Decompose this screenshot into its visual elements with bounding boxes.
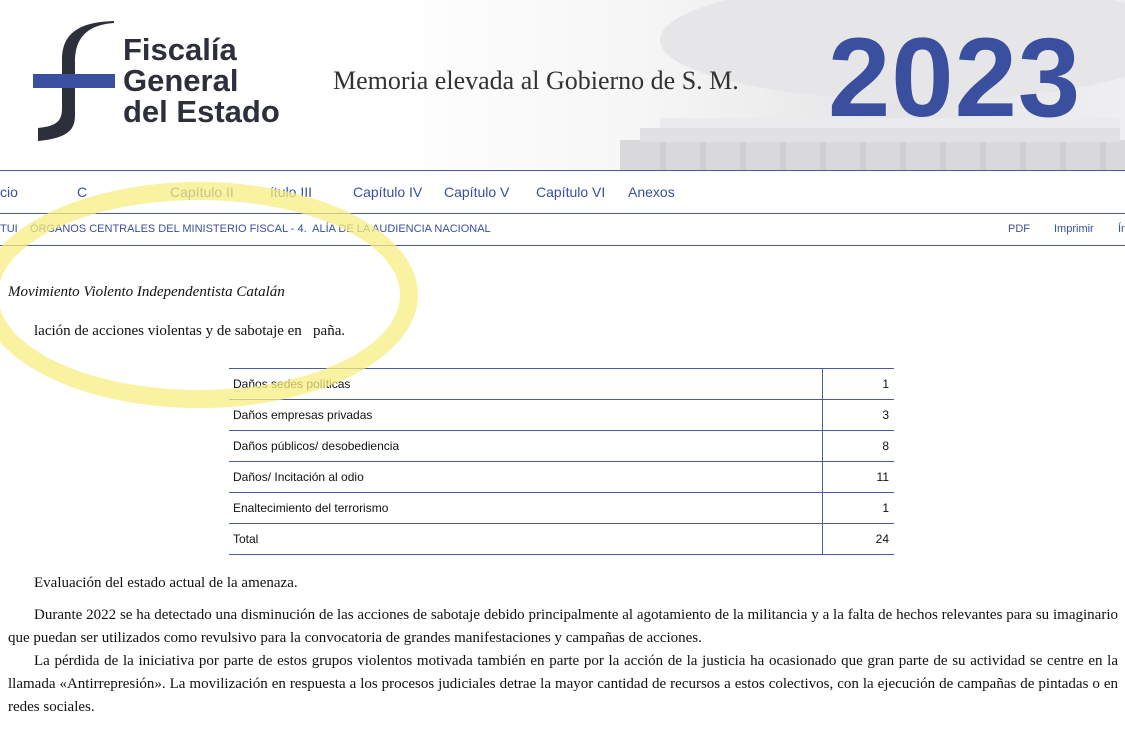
row-value: 1	[823, 369, 895, 400]
row-label: Enaltecimiento del terrorismo	[229, 493, 823, 524]
nav-item-capitulo-2[interactable]: Capítulo II	[170, 184, 234, 200]
paragraph-1	[8, 604, 1118, 650]
nav-item-inicio[interactable]: cio	[0, 184, 18, 200]
nav-item-capitulo-3[interactable]: ítulo III	[270, 184, 313, 200]
total-label: Total	[229, 524, 823, 555]
nav-item-capitulo-5[interactable]: Capítulo V	[444, 184, 510, 200]
nav-item-anexos[interactable]: Anexos	[628, 184, 675, 200]
paragraph-1-text: Durante 2022 se ha detectado una disminución de las acciones de sabotaje debido principalmente al agotamiento de la militancia y a la falta de hechos relevantes para su imaginario que puedan ser utilizados como revulsivo para la convocatoria de grandes manifestaciones y campañas de acciones.	[8, 607, 1118, 646]
nav-item-capitulo-6[interactable]: Capítulo VI	[536, 184, 606, 200]
table-row-total	[229, 524, 894, 555]
row-label: Daños públicos/ desobediencia	[229, 431, 823, 462]
table-row	[229, 493, 894, 524]
logo-line-2: General	[123, 63, 239, 98]
logo-line-3: del Estado	[123, 94, 280, 129]
logo-wordmark	[123, 34, 280, 127]
logo-line-1: Fiscalía	[123, 32, 237, 67]
row-label: Daños empresas privadas	[229, 400, 823, 431]
pdf-link[interactable]: PDF	[1008, 223, 1030, 235]
section-title: Movimiento Violento Independentista Catalán	[8, 284, 285, 300]
table-row	[229, 462, 894, 493]
nav-item-capitulo-1[interactable]: C	[77, 184, 88, 200]
row-label: Daños sedes políticas	[229, 369, 823, 400]
table-row	[229, 369, 894, 400]
section-subtitle: lación de acciones violentas y de sabotaje en paña.	[34, 323, 346, 339]
header-subtitle: Memoria elevada al Gobierno de S. M.	[333, 66, 739, 95]
paragraph-2	[8, 650, 1118, 719]
table-row	[229, 431, 894, 462]
row-value: 1	[823, 493, 895, 524]
row-value: 8	[823, 431, 895, 462]
print-link[interactable]: Imprimir	[1054, 223, 1094, 235]
header-year: 2023	[828, 15, 1082, 140]
breadcrumb-bar	[0, 213, 1125, 246]
nav-item-capitulo-4[interactable]: Capítulo IV	[353, 184, 423, 200]
fiscalia-logo-icon	[30, 20, 120, 144]
row-value: 3	[823, 400, 895, 431]
more-link[interactable]: Ír	[1118, 223, 1125, 235]
site-header	[0, 0, 1125, 170]
evaluation-heading: Evaluación del estado actual de la amenaza.	[34, 575, 298, 591]
actions-table	[229, 368, 894, 555]
breadcrumb[interactable]: TUI ÓRGANOS CENTRALES DEL MINISTERIO FISCAL - 4. ALÍA DE LA AUDIENCIA NACIONAL	[0, 223, 491, 235]
table-row	[229, 400, 894, 431]
total-value: 24	[823, 524, 895, 555]
row-value: 11	[823, 462, 895, 493]
row-label: Daños/ Incitación al odio	[229, 462, 823, 493]
main-nav	[0, 170, 1125, 214]
paragraph-2-text: La pérdida de la iniciativa por parte de estos grupos violentos motivada también en parte por la acción de la justicia ha ocasionado que gran parte de su actividad se centre en la llamada «Antirrepresión». La movilización en respuesta a los procesos judiciales detrae la mayor cantidad de recursos a estos colectivos, con la ejecución de campañas de pintadas o en redes sociales.	[8, 653, 1118, 715]
